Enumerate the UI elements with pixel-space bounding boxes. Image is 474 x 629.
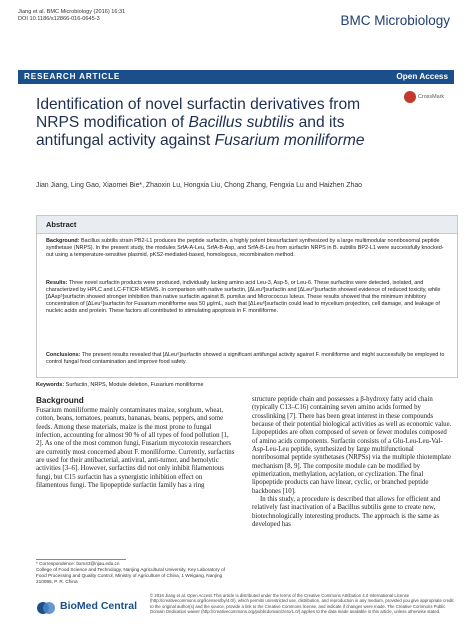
abstract-results — [46, 280, 450, 315]
article-type-banner — [18, 70, 454, 84]
crossmark-label: CrossMark — [418, 94, 445, 100]
footnote-divider — [36, 559, 126, 560]
author-list: Jian Jiang, Ling Gao, Xiaomei Bie*, Zhaoxin Lu, Hongxia Liu, Chong Zhang, Fengxia Lu and Haizhen Zhao — [36, 182, 362, 189]
abstract-conclusions — [46, 352, 450, 366]
abstract-heading: Abstract — [46, 220, 77, 229]
open-access-label: Open Access — [396, 72, 448, 81]
background-heading: Background — [36, 396, 84, 405]
affiliation: College of Food Science and Technology, Nanjing Agricultural University, Key Laboratory of Food Processing and Quality Control, Ministry of Agriculture of China, 1 Weigang, Nanjing 210095, P. R. China — [36, 567, 225, 584]
section-text: The present results revealed that [ΔLeu⁶]surfactin showed a significant antifungal activity against F. moniliforme and might successfully be employed to control fungal food contamination and improve food safety. — [46, 352, 445, 365]
section-label: Background: — [46, 238, 80, 244]
body-paragraph: In this study, a procedure is described that allows for efficient and relatively fast inactivation of a Bacillus subtilis gene to create new, biotechnologically interesting products. The approach is the same as developed has — [252, 496, 441, 529]
footnote — [36, 561, 236, 585]
abstract-box — [36, 215, 458, 378]
article-title — [36, 96, 402, 151]
keywords-label: Keywords: — [36, 382, 65, 388]
article-type: RESEARCH ARTICLE — [24, 72, 121, 81]
title-text: and its antifungal activity against — [36, 114, 345, 150]
body-paragraph: structure peptide chain and possesses a β-hydroxy fatty acid chain (typically C13–C16) containing seven amino acids formed by crosslinking [7]. There has been great interest in these compounds because of their potential biological activities as well as economic value. Lipopeptides are often composed of seven or fewer modules composed of amino acids components. Surfactin consists of a Glu-Leu-Leu-Val-Asp-Leu-Leu peptide, synthesized by large multifunctional nonribosomal peptide synthetases (NRPSs) via the multiple thiotemplate mechanism [8, 9]. The composite module can be modified by epimerization, methylation, acylation, or cyclization. The final lipopeptide products can have linear, cyclic, or branched peptide backbones [10]. — [252, 396, 452, 495]
title-species: Fusarium moniliforme — [214, 132, 365, 150]
title-text: Identification of novel surfactin derivatives from NRPS modification of — [36, 96, 361, 132]
license-text: © 2016 Jiang et al. Open Access This article is distributed under the terms of the Creative Commons Attribution 4.0 International License (http://creativecommons.org/licenses/by/4.0/), which permits unrestricted use, distribution, and reproduction in any medium, provided you give appropriate credit to the original author(s) and the source, provide a link to the Creative Commons license, and indicate if changes were made. The Creative Commons Public Domain Dedication waiver (http://creativecommons.org/publicdomain/zero/1.0/) applies to the data made available in this article, unless otherwise stated. — [150, 593, 454, 615]
section-text: Bacillus subtilis strain PB2-L1 produces the peptide surfactin, a highly potent biosurfactant synthesized by a large multimodular nonribosomal peptide synthetase (NRPS). In the present study, the modules SrfA-A-Leu, SrfA-B-Asp, and SrfA-B-Leu from surfactin NRPS in B. subtilis BP2-L1 were successfully knocked-out using a temperature-sensitive plasmid, pKS2-mediated-based, homologous, recombination method. — [46, 238, 444, 258]
citation — [18, 9, 125, 23]
abstract-header — [37, 216, 457, 234]
section-label: Results: — [46, 280, 68, 286]
title-species: Bacillus subtilis — [188, 114, 295, 132]
citation-line: Jiang et al. BMC Microbiology (2016) 16:31 — [18, 9, 126, 15]
doi-line[interactable]: DOI 10.1186/s12866-016-0645-3 — [18, 16, 100, 23]
body-column-left — [36, 396, 236, 490]
body-column-right — [252, 396, 452, 530]
biomed-central-icon — [36, 601, 56, 615]
biomed-central-logo — [36, 600, 146, 616]
section-text: Three novel surfactin products were produced, individually lacking amino acid Leu-3, Asp-5, or Leu-6. These surfactins were detected, isolated, and characterized by HPLC and LC-FTICR-MS/MS. In comparison with native surfactin, [ΔLeu³]surfactin and [ΔLeu⁶]surfactin showed evidence of reduced toxicity, while [ΔAsp⁵]surfactin showed stronger inhibition than native surfactin against B. pumilus and Micrococcus luteus. These results showed that the minimum inhibitory concentration of [ΔLeu⁶]surfactin for Fusarium moniliforme was 50 μg/mL, such that [ΔLeu⁶]surfactin could lead to mycelium projection, cell damage, and leakage of nucleic acids and protein. These factors all contributed to stimulating apoptosis in F. moniliforme. — [46, 280, 441, 314]
keywords-text: Surfactin, NRPS, Module deletion, Fusarium moniliforme — [64, 382, 204, 388]
correspondence[interactable]: * Correspondence: bxm43@njau.edu.cn — [36, 561, 120, 566]
section-label: Conclusions: — [46, 352, 81, 358]
abstract-background — [46, 238, 450, 259]
keywords — [36, 382, 456, 389]
journal-name: BMC Microbiology — [340, 13, 450, 28]
publisher-name: BioMed Central — [60, 600, 138, 612]
body-paragraph: Fusarium moniliforme mainly contaminates maize, sorghum, wheat, cotton, beans, tomatoes, peanuts, bananas, beans, peppers, and some feeds. Among these materials, maize is the most prone to fungal infection, accounting for almost 90 % of all types of food pollution [1, 2]. As one of the most common fungi, Fusarium mycotoxin researchers are currently most concerned about F. moniliforme. Currently, surfactins are used for their antibacterial, antiviral, anti-tumor, and hemolytic activities [3–6]. However, surfactins did not only inhibit filamentous fungi, but C15 surfactin has a synergistic inhibition effect on filamentous fungi. The lipopeptide surfactin family has a ring — [36, 407, 235, 490]
crossmark-icon — [404, 91, 416, 103]
crossmark-badge[interactable] — [404, 91, 456, 105]
